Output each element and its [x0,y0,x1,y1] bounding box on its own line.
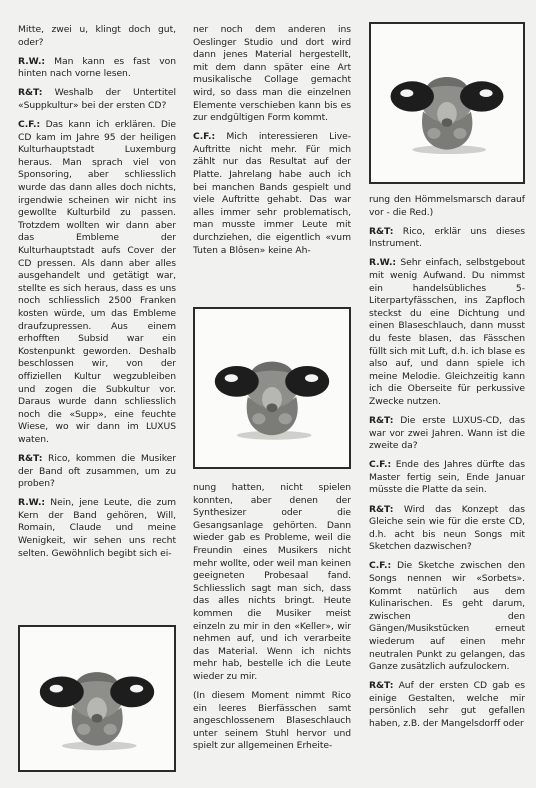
photo-middle [193,307,351,469]
paragraph: R&T: Rico, erklär uns dieses Instrument. [369,225,525,250]
text-column-3 [369,0,525,788]
gasmask-figure-icon [20,627,174,770]
column-1-text [18,24,176,567]
paragraph: C.F.: Mich interessieren Live-Auftritte nicht mehr. Für mich zählt nur das Resultat auf der Platte. Jahrelang habe auch ich bei manchen Bands gespielt und viele Auftritte gehabt. Das war alles immer sehr problematisch, man musste immer Leute mit durchziehen, die eigentlich «vum Tuten a Blôsen» keine Ah- [193,131,351,256]
paragraph: (In diesem Moment nimmt Rico ein leeres Bierfässchen samt angeschlossenem Blaseschlauch unter seinem Stuhl hervor und spielt zur allgemeinen Erheite- [193,690,351,752]
paragraph: rung den Hömmelsmarsch darauf vor - die Red.) [369,194,525,218]
paragraph: C.F.: Das kann ich erklären. Die CD kam im Jahre 95 der heiligen Kulturhauptstadt Luxemburg heraus. Man sprach viel von Sponsoring, aber schliesslich wurde das dann alles doch nichts, irgendwie scheinen wir nicht ins gewollte Kulturbild zu passen. Trotzdem wollten wir dann aber das Embleme der Kulturhauptstadt aufs Cover der CD pressen. Als dann aber alles ausgehandelt und getätigt war, stellte es sich heraus, dass es uns noch schliesslich 2500 Franken kosten würde, um das Embleme draufzupressen. Aus einem erhofften Subsid war ein Kostenpunkt geworden. Deshalb beschlossen wir, von der offiziellen Kultur wegzubleiben und zogen die Subkultur vor. Daraus wurde dann schliesslich noch die «Supp», eine feuchte Wiese, wo wir dann im LUXUS waten. [18,119,176,445]
paragraph: C.F.: Ende des Jahres dürfte das Master fertig sein, Ende Januar müsste die Platte da sein. [369,459,525,496]
paragraph: C.F.: Die Sketche zwischen den Songs nennen wir «Sorbets». Kommt natürlich aus dem Kulinarischen. Es geht darum, zwischen den Gängen/Musikstücken erneut wiederum auf einen mehr neutralen Punkt zu gelangen, das Ganze zusätzlich aufzulockern. [369,560,525,673]
paragraph: R.W.: Nein, jene Leute, die zum Kern der Band gehören, Will, Romain, Claude und meine Wenigkeit, wir sehen uns recht selten. Gewöhnlich begibt sich ei- [18,497,176,559]
paragraph: ner noch dem anderen ins Oeslinger Studio und dort wird dann jenes Material hergestellt, mit dem dann später eine Art musikalische Collage gemacht wird, so dass man die einzelnen Elemente verschieben kann bis es zur endgültigen Form kommt. [193,24,351,124]
paragraph: R.W.: Sehr einfach, selbstgebout mit wenig Aufwand. Du nimmst ein handelsübliches 5-Literpartyfässchen, ins Zapfloch steckst du eine Dichtung und einen Blaseschlauch, dann musst du feste blasen, das Fässchen füllt sich mit Luft, d.h. ich blase es also auf, und dann spiele ich meine Melodie. Gleichzeitig kann ich die Oberseite für perkussive Zwecke nutzen. [369,257,525,407]
paragraph: Mitte, zwei u, klingt doch gut, oder? [18,24,176,48]
column-3-text [369,194,525,737]
paragraph: R.W.: Man kann es fast von hinten nach vorne lesen. [18,55,176,80]
column-2-text-bottom [193,482,351,759]
gasmask-figure-icon [195,309,349,467]
paragraph: R&T: Die erste LUXUS-CD, das war vor zwei Jahren. Wann ist die zweite da? [369,415,525,452]
paragraph: R&T: Weshalb der Untertitel «Suppkultur» bei der ersten CD? [18,87,176,111]
paragraph: R&T: Wird das Konzept das Gleiche sein wie für die erste CD, d.h. acht bis neun Songs mit Sketchen dazwischen? [369,503,525,553]
paragraph: R&T: Rico, kommen die Musiker der Band oft zusammen, um zu proben? [18,453,176,490]
paragraph: R&T: Auf der ersten CD gab es einige Gestalten, welche mir persönlich sehr gut gefallen haben, z.B. der Mangelsdorff oder [369,680,525,730]
photo-bottom-left [18,625,176,772]
column-2-text-top [193,24,351,264]
paragraph: nung hatten, nicht spielen konnten, aber denen der Synthesizer oder die Gesangsanlage gehörten. Dann wieder gab es Probleme, weil die Freundin eines Musikers nicht mehr wollte, oder weil man keinen geeigneten Probesaal fand. Schliesslich sagt man sich, dass das alles nichts bringt. Heute kommen die Musiker meist einzeln zu mir in den «Keller», wir nehmen auf, und ich verarbeite das Material. Wenn ich nichts mehr hab, bestelle ich die Leute wieder zu mir. [193,482,351,682]
